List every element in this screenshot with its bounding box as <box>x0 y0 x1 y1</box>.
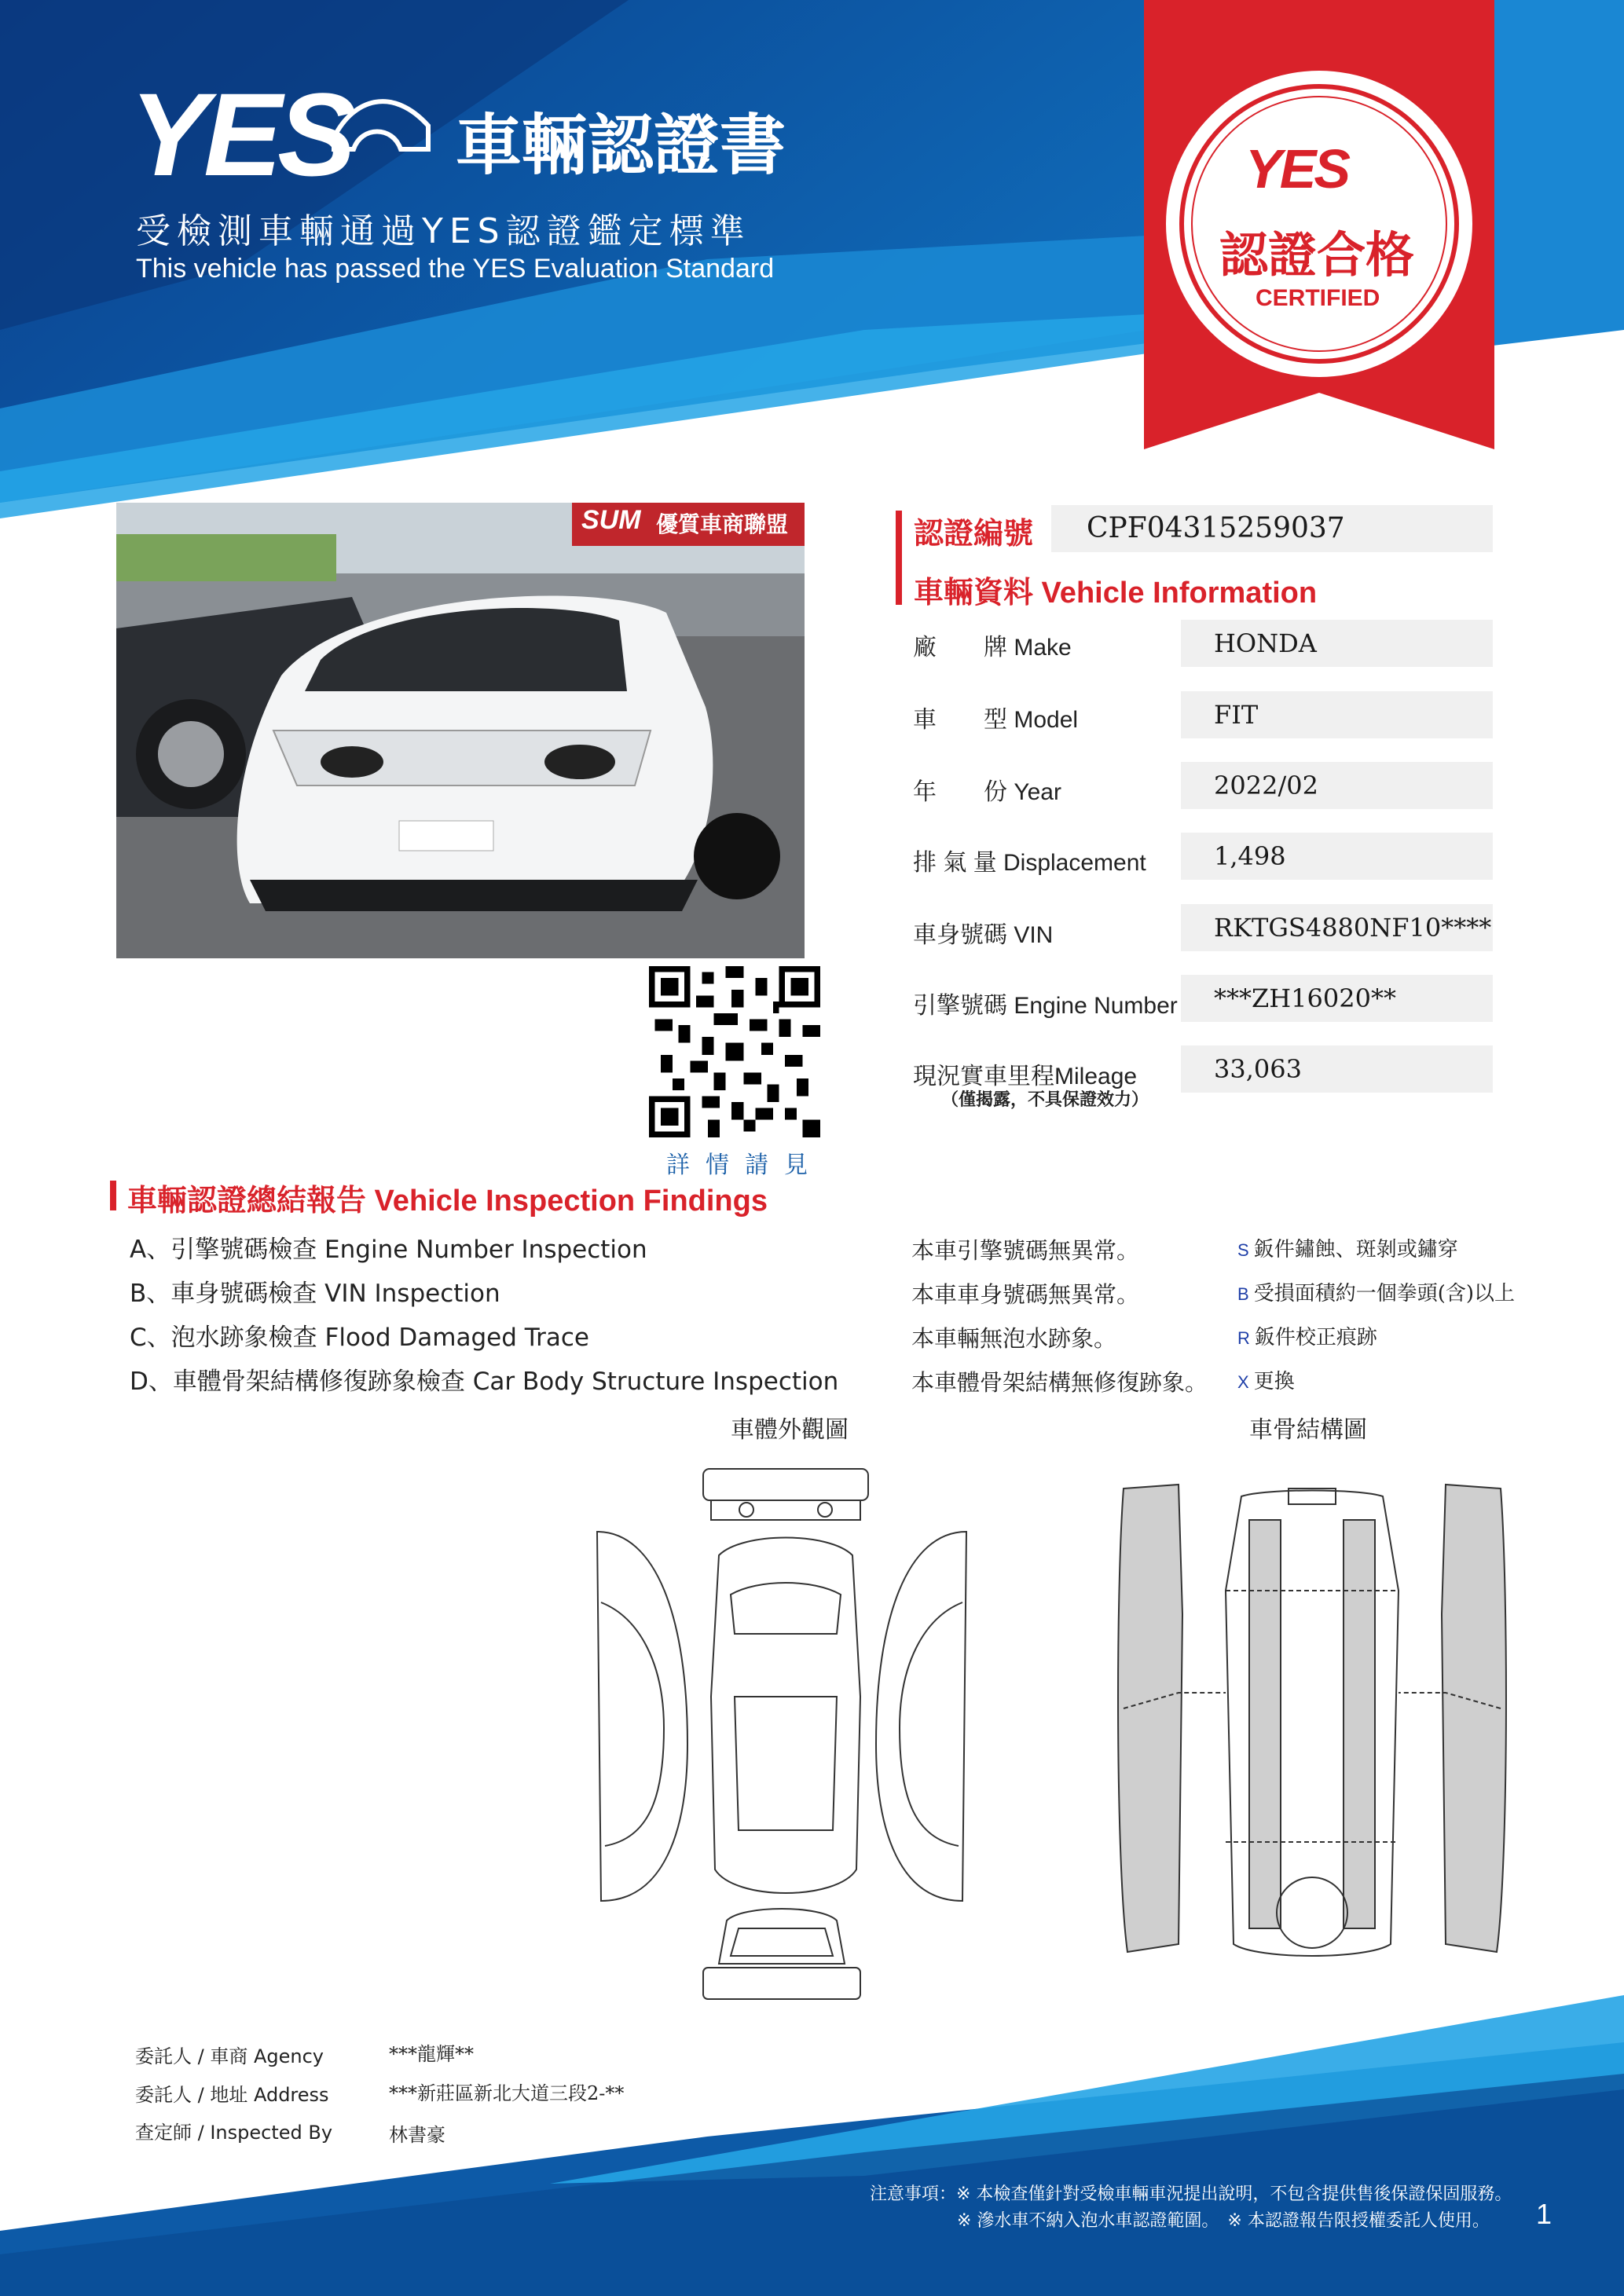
yes-logo: YES <box>130 68 352 200</box>
info-value-mileage: 33,063 <box>1214 1054 1302 1084</box>
info-value-vin: RKTGS4880NF10**** <box>1214 913 1492 943</box>
cert-number: CPF04315259037 <box>1087 512 1345 544</box>
legend-text-x: 更換 <box>1253 1370 1295 1393</box>
notice-line-2: ※ 滲水車不納入泡水車認證範圍。 ※ 本認證報告限授權委託人使用。 <box>957 2211 1490 2231</box>
info-label-vin: 車身號碼 VIN <box>913 922 1054 948</box>
finding-label-c: C、泡水跡象檢查 Flood Damaged Trace <box>130 1324 589 1352</box>
info-value-box-displacement <box>1181 833 1493 880</box>
info-label-mileage: 現況實車里程Mileage <box>913 1064 1138 1089</box>
photo-sign-text: 優質車商聯盟 <box>656 511 789 537</box>
seal-text-en: CERTIFIED <box>1256 285 1380 311</box>
info-value-displacement: 1,498 <box>1214 841 1286 871</box>
exterior-diagram <box>585 1461 978 2003</box>
info-label-engine: 引擎號碼 Engine Number <box>913 993 1178 1019</box>
document-title: 車輛認證書 <box>456 107 786 184</box>
info-value-model: FIT <box>1214 700 1259 730</box>
legend-symbol-b: B <box>1237 1284 1249 1304</box>
info-value-engine: ***ZH16020** <box>1214 983 1396 1013</box>
address-value: ***新莊區新北大道三段2-** <box>389 2082 625 2104</box>
info-value-make: HONDA <box>1214 628 1317 658</box>
photo-sign-brand: SUM <box>581 505 641 535</box>
legend-text-r: 鈑件校正痕跡 <box>1254 1326 1377 1349</box>
vehicle-photo <box>116 503 805 958</box>
finding-label-b: B、車身號碼檢查 VIN Inspection <box>130 1280 500 1308</box>
seal-text-zh: 認證合格 <box>1219 226 1415 284</box>
vehicle-info-title: 車輛資料 Vehicle Information <box>914 577 1318 610</box>
legend-text-s: 鈑件鏽蝕、斑剝或鏽穿 <box>1253 1238 1458 1262</box>
cert-number-box <box>1051 505 1493 552</box>
notice-line-1: 注意事項：※ 本檢查僅針對受檢車輛車況提出說明，不包含提供售後保證保固服務。 <box>870 2184 1512 2204</box>
header-subtitle-zh: 受檢測車輛通過YES認證鑑定標準 <box>136 211 751 251</box>
agency-label: 委託人 / 車商 Agency <box>135 2045 324 2067</box>
info-label-displacement: 排 氣 量 Displacement <box>913 850 1146 876</box>
finding-result-c: 本車輛無泡水跡象。 <box>911 1325 1117 1352</box>
finding-result-a: 本車引擎號碼無異常。 <box>911 1237 1140 1264</box>
info-label-year: 年 份 Year <box>913 779 1061 805</box>
finding-result-b: 本車車身號碼無異常。 <box>911 1281 1140 1308</box>
info-value-box-engine <box>1181 975 1493 1022</box>
legend-symbol-r: R <box>1237 1328 1250 1348</box>
findings-title: 車輛認證總結報告 Vehicle Inspection Findings <box>127 1185 768 1218</box>
legend-rust <box>1237 1233 1458 1262</box>
finding-label-a: A、引擎號碼檢查 Engine Number Inspection <box>130 1236 647 1264</box>
finding-result-d: 本車體骨架結構無修復跡象。 <box>911 1369 1208 1396</box>
exterior-diagram-title: 車體外觀圖 <box>731 1416 849 1444</box>
page-number: 1 <box>1536 2198 1553 2230</box>
legend-symbol-x: X <box>1237 1372 1249 1392</box>
info-value-year: 2022/02 <box>1214 771 1318 800</box>
finding-label-d: D、車體骨架結構修復跡象檢查 Car Body Structure Inspection <box>130 1368 839 1396</box>
inspector-value: 林書豪 <box>389 2124 445 2146</box>
structure-diagram-title: 車骨結構圖 <box>1249 1416 1367 1444</box>
header-subtitle-en: This vehicle has passed the YES Evaluation Standard <box>136 254 775 284</box>
mileage-note: （僅揭露，不具保證效力） <box>941 1090 1149 1110</box>
address-label: 委託人 / 地址 Address <box>135 2084 329 2106</box>
qr-caption: 詳情請見 <box>666 1152 823 1179</box>
info-value-box-model <box>1181 691 1493 738</box>
info-value-box-mileage <box>1181 1045 1493 1093</box>
car-swoosh-icon <box>330 82 432 153</box>
legend-replace <box>1237 1365 1295 1394</box>
legend-damage <box>1237 1277 1515 1306</box>
info-value-box-make <box>1181 620 1493 667</box>
findings-accent-bar <box>110 1181 116 1210</box>
cert-number-label: 認證編號 <box>914 516 1034 551</box>
inspector-label: 查定師 / Inspected By <box>135 2122 333 2144</box>
agency-value: ***龍輝** <box>389 2043 474 2065</box>
info-value-box-year <box>1181 762 1493 809</box>
legend-repair <box>1237 1321 1377 1350</box>
seal-logo: YES <box>1245 138 1349 200</box>
info-value-box-vin <box>1181 904 1493 951</box>
qr-code[interactable] <box>649 966 820 1137</box>
structure-diagram <box>1108 1473 1516 1976</box>
section-accent-bar <box>896 511 902 605</box>
legend-symbol-s: S <box>1237 1240 1249 1260</box>
info-label-make: 廠 牌 Make <box>913 635 1072 661</box>
legend-text-b: 受損面積約一個拳頭(含)以上 <box>1253 1282 1515 1305</box>
info-label-model: 車 型 Model <box>913 707 1079 733</box>
